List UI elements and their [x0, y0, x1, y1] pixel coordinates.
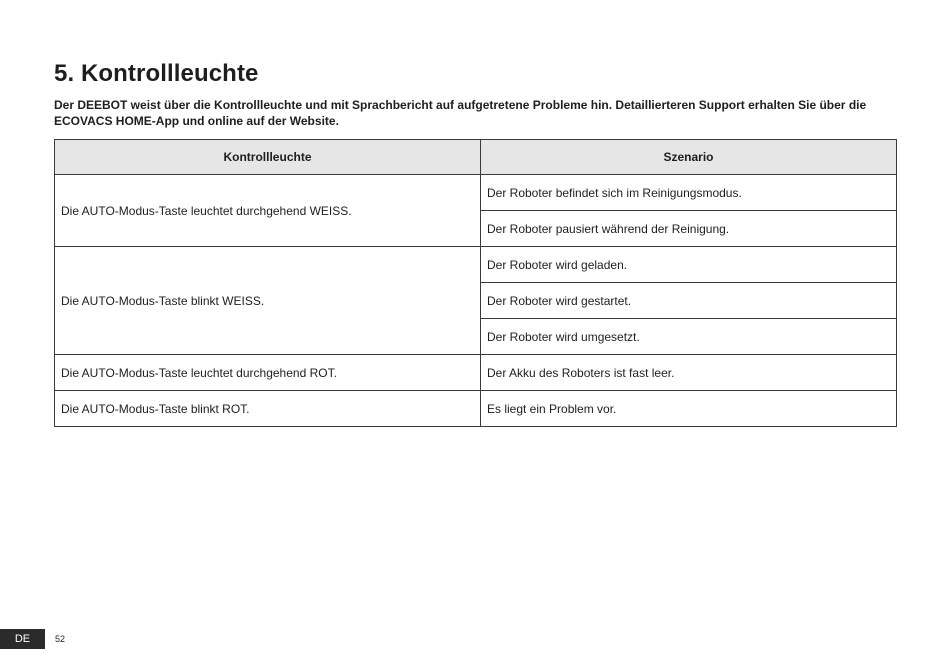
- language-tag: DE: [0, 629, 45, 649]
- table-row: [55, 355, 897, 391]
- scenario-cell: Der Roboter wird gestartet.: [481, 283, 897, 319]
- column-header-indicator: Kontrollleuchte: [55, 140, 481, 175]
- indicator-light-table: [54, 139, 897, 427]
- table-row: [55, 391, 897, 427]
- section-title: 5. Kontrollleuchte: [54, 60, 259, 87]
- scenario-cell: Es liegt ein Problem vor.: [481, 391, 897, 427]
- scenario-cell: Der Roboter wird umgesetzt.: [481, 319, 897, 355]
- page-number: 52: [55, 634, 66, 644]
- scenario-cell: Der Roboter wird geladen.: [481, 247, 897, 283]
- table-row: [55, 175, 897, 211]
- column-header-scenario: Szenario: [481, 140, 897, 175]
- scenario-cell: Der Roboter befindet sich im Reinigungsmodus.: [481, 175, 897, 211]
- indicator-cell: Die AUTO-Modus-Taste blinkt WEISS.: [55, 247, 481, 355]
- scenario-cell: Der Akku des Roboters ist fast leer.: [481, 355, 897, 391]
- indicator-cell: Die AUTO-Modus-Taste leuchtet durchgehend ROT.: [55, 355, 481, 391]
- section-intro: Der DEEBOT weist über die Kontrollleuchte und mit Sprachbericht auf aufgetretene Probleme hin. Detaillierteren Support erhalten Sie über die ECOVACS HOME-App und online auf der Website.: [54, 98, 867, 128]
- indicator-cell: Die AUTO-Modus-Taste leuchtet durchgehend WEISS.: [55, 175, 481, 247]
- scenario-cell: Der Roboter pausiert während der Reinigung.: [481, 211, 897, 247]
- table-header-row: [55, 140, 897, 175]
- table-row: [55, 247, 897, 283]
- indicator-cell: Die AUTO-Modus-Taste blinkt ROT.: [55, 391, 481, 427]
